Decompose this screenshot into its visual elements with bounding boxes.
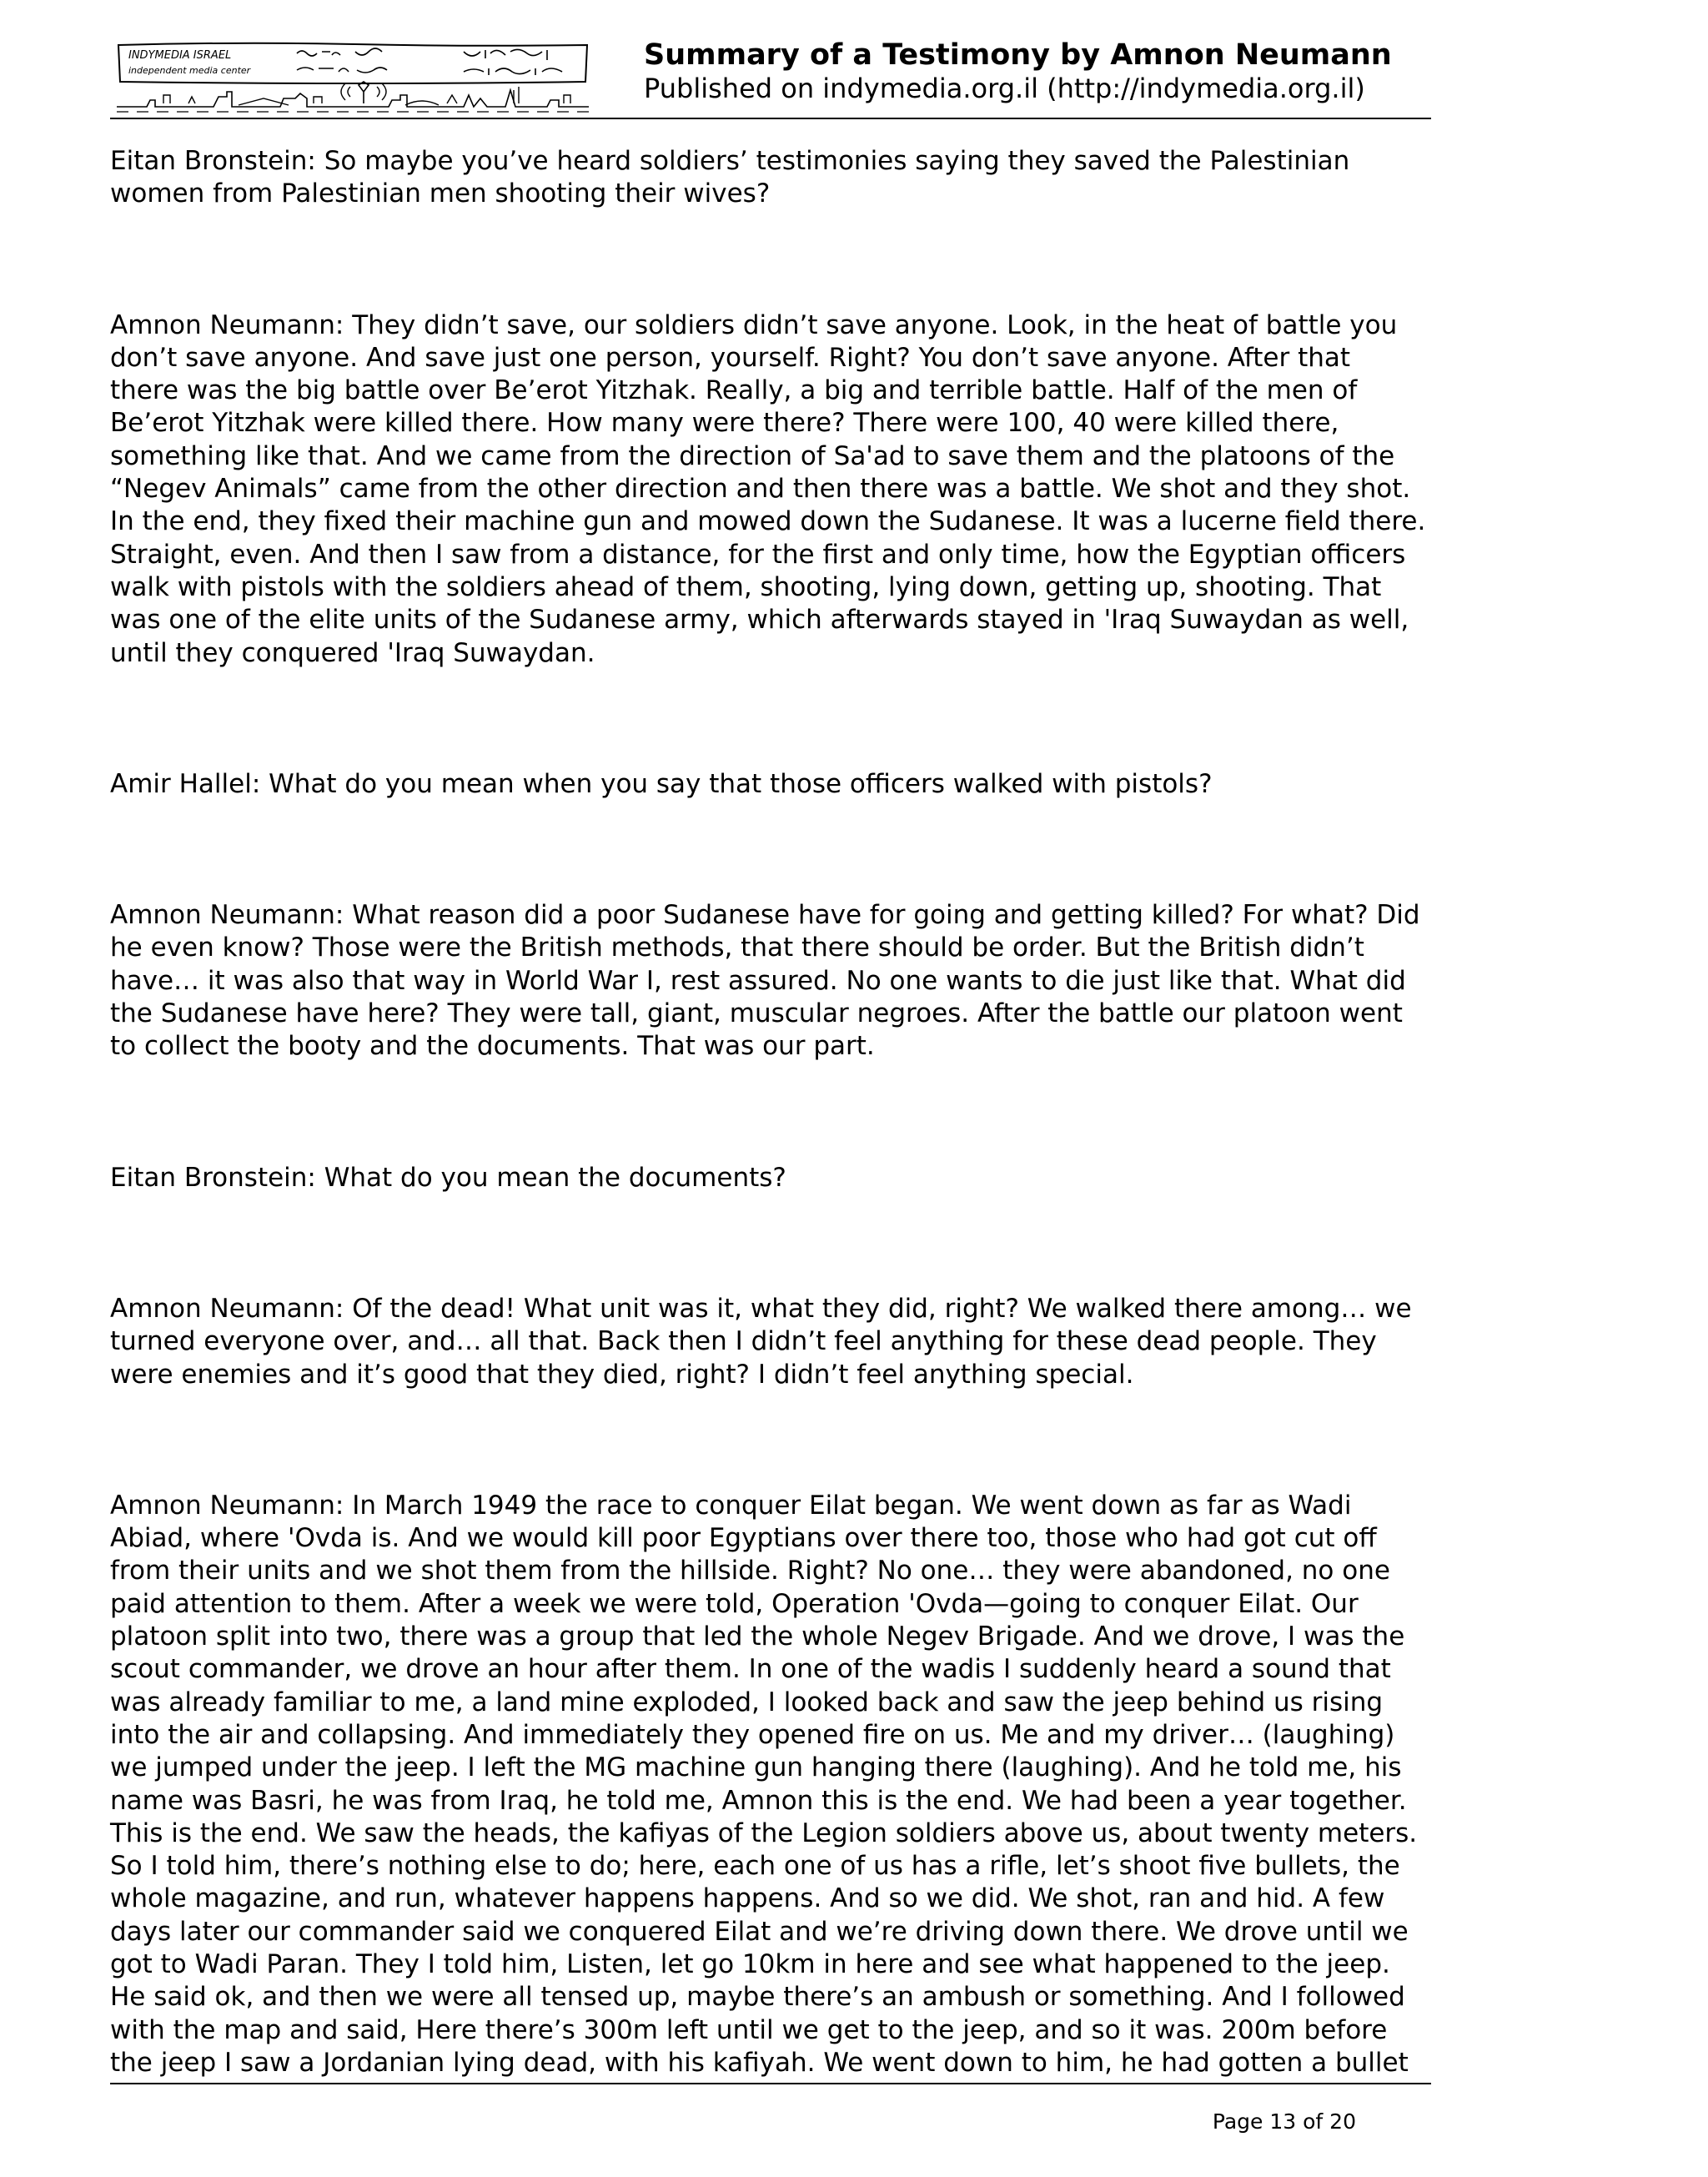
logo-text-line1: INDYMEDIA ISRAEL [128,49,232,62]
paragraph-hallel-question: Amir Hallel: What do you mean when you say that those officers walked with pistols? [110,768,1213,799]
paragraph-neumann-eilat: Amnon Neumann: In March 1949 the race to conquer Eilat began. We went down as far as Wadi Abiad, where 'Ovda is. And we would kill poor Egyptians over there too, those who had got cut off from their units and we shot them from the hillside. Right? No one… they were abandoned, no one paid attention to them. After a week we were told, Operation 'Ovda—going to conquer Eilat. Our platoon split into two, there was a group that led the whole Negev Brigade. And we drove, I was the scout commander, we drove an hour after them. In one of the wadis I suddenly heard a sound that was already familiar to me, a land mine exploded, I looked back and saw the jeep behind us rising into the air and collapsing. And immediately they opened fire on us. Me and my driver… (laughing) we jumped under the jeep. I left the MG machine gun hanging there (laughing). And he told me, his name was Basri, he was from Iraq, he told me, Amnon this is the end. We had been a year together. This is the end. We saw the heads, the kafiyas of the Legion soldiers above us, about twenty meters. So I told him, there’s nothing else to do; here, each one of us has a rifle, let’s shoot five bullets, the whole magazine, and run, whatever happens happens. And so we did. We shot, ran and hid. A few days later our commander said we conquered Eilat and we’re driving down there. We drove until we got to Wadi Paran. They I told him, Listen, let go 10km in here and see what happened to the jeep. He said ok, and then we were all tensed up, maybe there’s an ambush or something. And I followed with the map and said, Here there’s 300m left until we get to the jeep, and so it was. 200m before the jeep I saw a Jordanian lying dead, with his kafiyah. We went down to him, he had gotten a bullet [110,1490,1418,2078]
indymedia-logo-drawing [113,40,592,113]
footer-divider [110,2083,1431,2084]
document-body [110,145,1444,2079]
published-on-line: Published on indymedia.org.il (http://indymedia.org.il) [644,73,1365,104]
logo-text-line2: independent media center [128,65,251,76]
header-divider [110,118,1431,119]
paragraph-neumann-answer-1: Amnon Neumann: They didn’t save, our soldiers didn’t save anyone. Look, in the heat of battle you don’t save anyone. And save just one person, yourself. Right? You don’t save anyone. After that there was the big battle over Be’erot Yitzhak. Really, a big and terrible battle. Half of the men of Be’erot Yitzhak were killed there. How many were there? There were 100, 40 were killed there, something like that. And we came from the direction of Sa'ad to save them and the platoons of the “Negev Animals” came from the other direction and then there was a battle. We shot and they shot. In the end, they fixed their machine gun and mowed down the Sudanese. It was a lucerne field there. Straight, even. And then I saw from a distance, for the first and only time, how the Egyptian officers walk with pistols with the soldiers ahead of them, shooting, lying down, getting up, shooting. That was one of the elite units of the Sudanese army, which afterwards stayed in 'Iraq Suwaydan as well, until they conquered 'Iraq Suwaydan. [110,309,1426,668]
page-header [110,37,1431,118]
document-title: Summary of a Testimony by Amnon Neumann [644,38,1392,72]
indymedia-logo [113,40,592,113]
paragraph-neumann-answer-2: Amnon Neumann: What reason did a poor Sudanese have for going and getting killed? For what? Did he even know? Those were the British methods, that there should be order. But the British didn’t have… it was also that way in World War I, rest assured. No one wants to die just like that. What did the Sudanese have here? They were tall, giant, muscular negroes. After the battle our platoon went to collect the booty and the documents. That was our part. [110,900,1420,1062]
paragraph-eitan-question-2: Eitan Bronstein: What do you mean the documents? [110,1162,786,1193]
paragraph-neumann-answer-3: Amnon Neumann: Of the dead! What unit was it, what they did, right? We walked there among… we turned everyone over, and… all that. Back then I didn’t feel anything for these dead people. They were enemies and it’s good that they died, right? I didn’t feel anything special. [110,1293,1412,1390]
paragraph-eitan-question-1: Eitan Bronstein: So maybe you’ve heard soldiers’ testimonies saying they saved the Palestinian women from Palestinian men shooting their wives? [110,146,1350,209]
page-number: Page 13 of 20 [1212,2109,1356,2134]
